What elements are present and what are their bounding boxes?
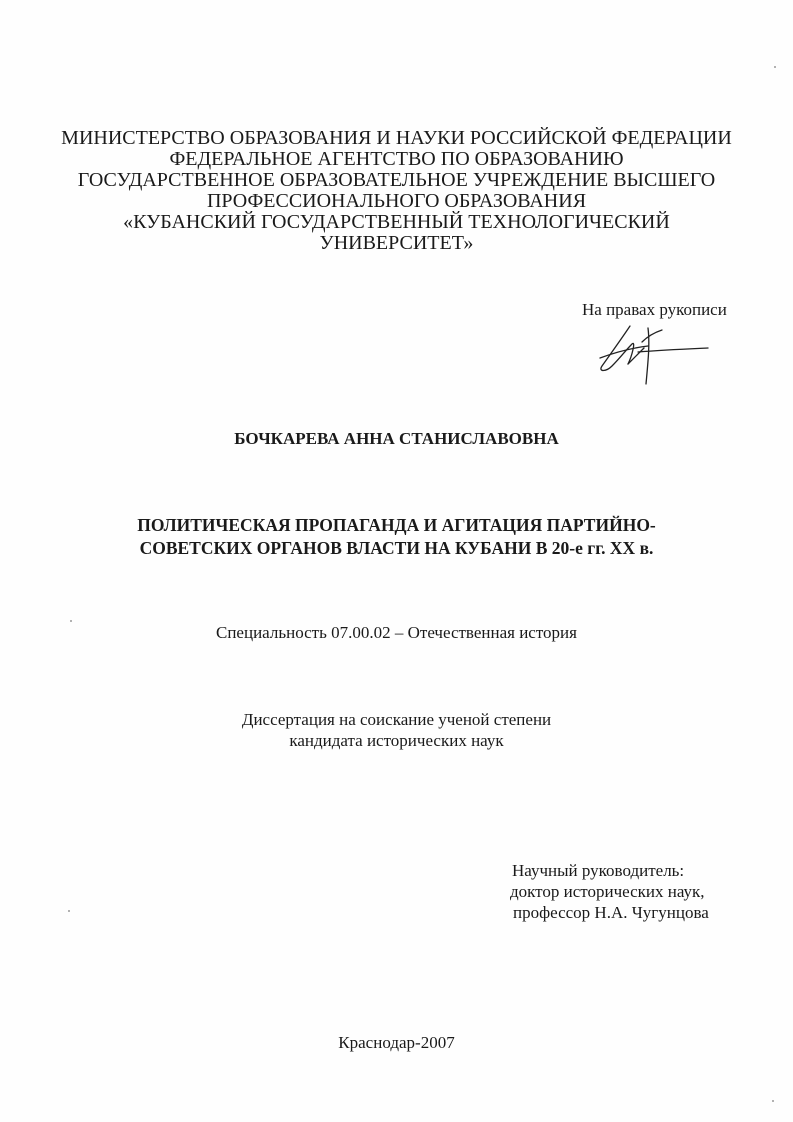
header-line: МИНИСТЕРСТВО ОБРАЗОВАНИЯ И НАУКИ РОССИЙСКОЙ ФЕДЕРАЦИИ	[61, 127, 732, 149]
specialty-line: Специальность 07.00.02 – Отечественная история	[216, 623, 577, 642]
degree-line: кандидата исторических наук	[289, 731, 504, 750]
supervisor-line: доктор исторических наук,	[510, 882, 705, 901]
title-line: ПОЛИТИЧЕСКАЯ ПРОПАГАНДА И АГИТАЦИЯ ПАРТИЙНО-	[137, 515, 656, 535]
title-line: СОВЕТСКИХ ОРГАНОВ ВЛАСТИ НА КУБАНИ В 20-е гг. XX в.	[139, 538, 654, 558]
header-line: УНИВЕРСИТЕТ»	[319, 232, 474, 254]
header-line: «КУБАНСКИЙ ГОСУДАРСТВЕННЫЙ ТЕХНОЛОГИЧЕСКИЙ	[123, 211, 670, 233]
header-line: ГОСУДАРСТВЕННОЕ ОБРАЗОВАТЕЛЬНОЕ УЧРЕЖДЕНИЕ ВЫСШЕГО	[77, 169, 716, 191]
degree-line: Диссертация на соискание ученой степени	[241, 710, 552, 729]
degree-statement	[0, 709, 793, 751]
supervisor-block	[500, 860, 760, 923]
supervisor-line: Научный руководитель:	[512, 861, 685, 880]
header-line: ФЕДЕРАЛЬНОЕ АГЕНТСТВО ПО ОБРАЗОВАНИЮ	[169, 148, 624, 170]
scan-speck	[774, 66, 776, 68]
scan-speck	[772, 1100, 774, 1102]
ministry-header	[0, 128, 793, 254]
manuscript-note: На правах рукописи	[582, 300, 727, 319]
header-line: ПРОФЕССИОНАЛЬНОГО ОБРАЗОВАНИЯ	[206, 190, 587, 212]
handwritten-signature	[592, 318, 712, 390]
dissertation-title	[0, 514, 793, 560]
supervisor-line: профессор Н.А. Чугунцова	[513, 903, 709, 922]
scan-speck	[68, 910, 70, 912]
scan-speck	[70, 620, 72, 622]
author-name: БОЧКАРЕВА АННА СТАНИСЛАВОВНА	[234, 429, 559, 448]
city-year: Краснодар-2007	[338, 1033, 455, 1052]
